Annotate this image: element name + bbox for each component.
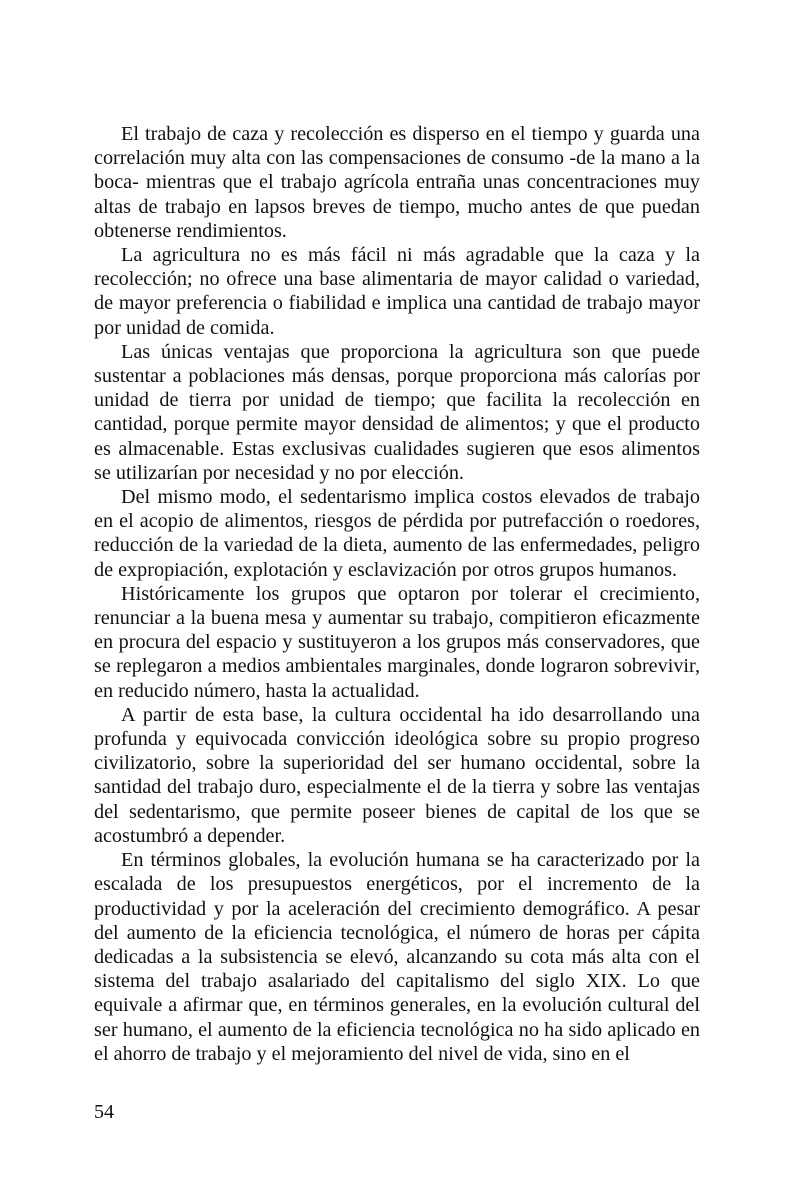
paragraph-7: En términos globales, la evolución humana se ha caracterizado por la escalada de los presupuestos energéticos, por el incremento de la productividad y por la aceleración del crecimiento demográfico. A pesar del aumento de la eficiencia tecnológica, el número de horas per cápita dedicadas a la subsistencia se elevó, alcanzando su cota más alta con el sistema del trabajo asalariado del capitalismo del siglo XIX. Lo que equivale a afirmar que, en términos generales, en la evolución cultural del ser humano, el aumento de la eficiencia tecnológica no ha sido aplicado en el ahorro de trabajo y el mejoramiento del nivel de vida, sino en el: [94, 849, 700, 1065]
paragraph-5: Históricamente los grupos que optaron por tolerar el crecimiento, renunciar a la buena mesa y aumentar su trabajo, compitieron eficazmente en procura del espacio y sustituyeron a los grupos más conservadores, que se replegaron a medios ambientales marginales, donde lograron sobrevivir, en reducido número, hasta la actualidad.: [94, 582, 700, 702]
page-number: 54: [94, 1101, 114, 1123]
body-text: [94, 122, 700, 1066]
paragraph-3: Las únicas ventajas que proporciona la agricultura son que puede sustentar a poblaciones más densas, porque proporciona más calorías por unidad de tierra por unidad de tiempo; que facilita la recolección en cantidad, porque permite mayor densidad de alimentos; y que el producto es almacenable. Estas exclusivas cualidades sugieren que esos alimentos se utilizarían por necesidad y no por elección.: [94, 340, 700, 484]
paragraph-4: Del mismo modo, el sedentarismo implica costos elevados de trabajo en el acopio de alimentos, riesgos de pérdida por putrefacción o roedores, reducción de la variedad de la dieta, aumento de las enfermedades, peligro de expropiación, explotación y esclavización por otros grupos humanos.: [94, 486, 700, 581]
paragraph-2: La agricultura no es más fácil ni más agradable que la caza y la recolección; no ofrece una base alimentaria de mayor calidad o variedad, de mayor preferencia o fiabilidad e implica una cantidad de trabajo mayor por unidad de comida.: [94, 244, 700, 339]
paragraph-6: A partir de esta base, la cultura occidental ha ido desarrollando una profunda y equivocada convicción ideológica sobre su propio progreso civilizatorio, sobre la superioridad del ser humano occidental, sobre la santidad del trabajo duro, especialmente el de la tierra y sobre las ventajas del sedentarismo, que permite poseer bienes de capital de los que se acostumbró a depender.: [94, 703, 700, 847]
paragraph-1: El trabajo de caza y recolección es disperso en el tiempo y guarda una correlación muy alta con las compensaciones de consumo -de la mano a la boca- mientras que el trabajo agrícola entraña unas concentraciones muy altas de trabajo en lapsos breves de tiempo, mucho antes de que puedan obtenerse rendimientos.: [94, 123, 700, 242]
